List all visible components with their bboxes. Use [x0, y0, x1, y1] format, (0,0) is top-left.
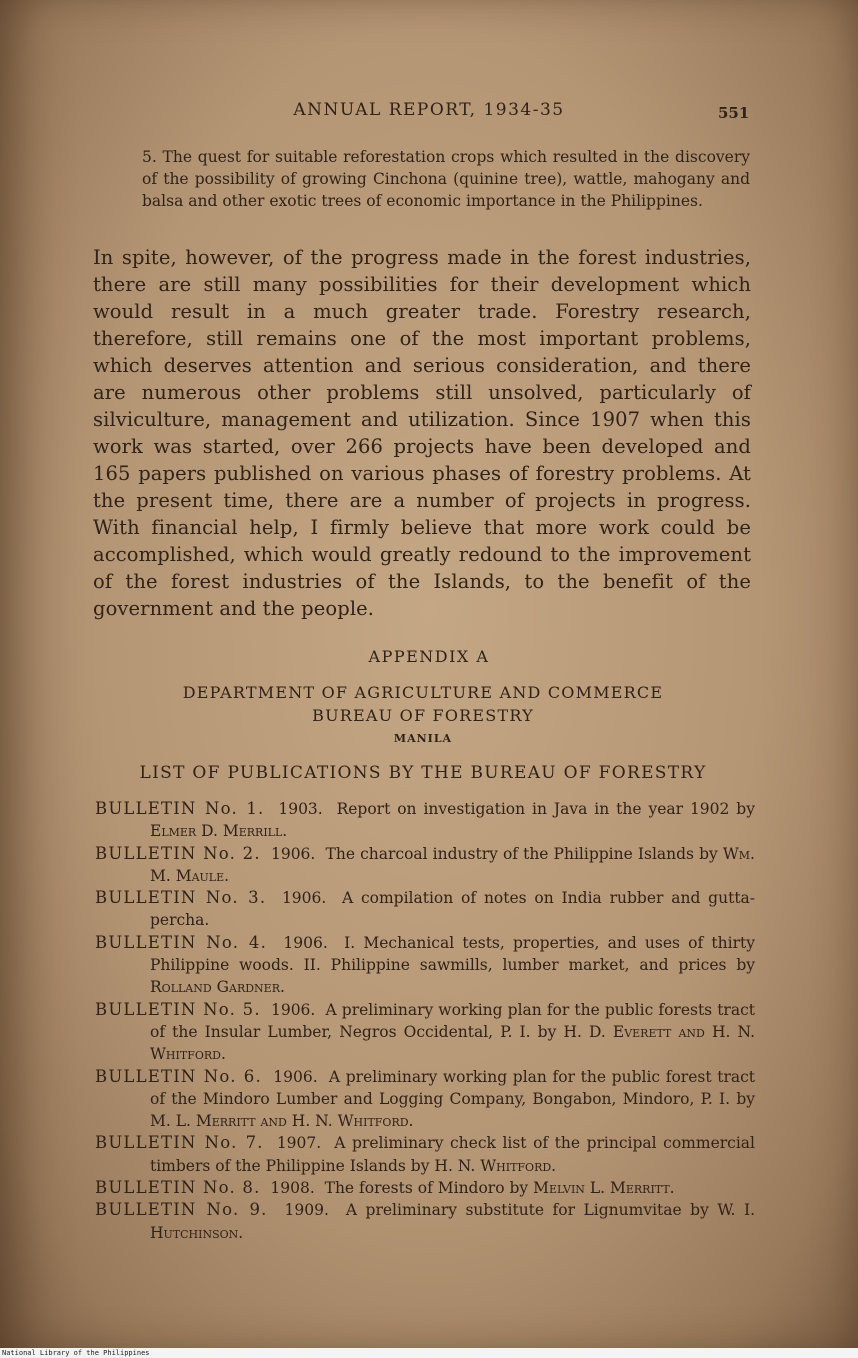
bulletin-text: The forests of Mindoro by: [324, 1179, 529, 1198]
bulletin-year: 1906.: [273, 1067, 318, 1086]
bulletin-label: BULLETIN No. 3.: [95, 888, 267, 908]
list-item-5: 5. The quest for suitable reforestation crops which resulted in the discovery of the possibility of growing Cinchona (quinine tree), wattle, mahogany and balsa and other exotic trees of economic importance in the Philippines.: [142, 148, 750, 210]
bulletin-year: 1906.: [270, 1000, 316, 1019]
bulletin-year: 1907.: [276, 1134, 322, 1153]
bulletin-year: 1906.: [270, 844, 316, 863]
bulletin-label: BULLETIN No. 6.: [95, 1066, 262, 1086]
bulletin-author: H. N. Whitford.: [434, 1156, 557, 1175]
bulletin-entry: [95, 932, 755, 999]
bulletin-text: A preliminary check list of the principal commercial timbers of the Philippine Islands by: [150, 1134, 755, 1175]
bulletin-text: Report on investigation in Java in the year 1902 by: [336, 800, 755, 818]
bulletin-entry: [95, 999, 755, 1066]
bulletin-text: The charcoal industry of the Philippine Islands by: [325, 844, 718, 863]
bulletin-label: BULLETIN No. 8.: [95, 1178, 261, 1198]
bulletin-text: A preliminary substitute for Lignumvitae by: [345, 1201, 709, 1220]
library-watermark: National Library of the Philippines: [2, 1349, 150, 1357]
bulletin-year: 1908.: [270, 1179, 315, 1198]
bulletin-text: A preliminary working plan for the public forest tract of the Mindoro Lumber and Logging Company, Bongabon, Mindoro, P. I. by: [150, 1067, 756, 1108]
running-header-title: ANNUAL REPORT, 1934-35: [293, 100, 565, 120]
bulletin-text: A preliminary working plan for the public forests tract of the Insular Lumber, Negros Occidental, P. I. by: [150, 1000, 755, 1041]
bulletin-year: 1903.: [278, 800, 323, 818]
body-paragraph: In spite, however, of the progress made in the forest industries, there are still many possibilities for their development which would result in a much greater trade. Forestry research, therefore, still remains one of the most important problems, which deserves attention and serious consideration, and there are numerous other problems still unsolved, particularly of silviculture, management and utilization. Since 1907 when this work was started, over 266 projects have been developed and 165 papers published on various phases of forestry problems. At the present time, there are a number of projects in progress. With financial help, I firmly believe that more work could be accomplished, which would greatly redound to the improvement of the forest industries of the Islands, to the benefit of the government and the people.: [93, 246, 751, 620]
bulletin-label: BULLETIN No. 9.: [95, 1200, 268, 1220]
bulletin-entry: [95, 1199, 755, 1244]
appendix-heading: APPENDIX A: [368, 647, 490, 666]
department-heading: DEPARTMENT OF AGRICULTURE AND COMMERCE: [182, 683, 664, 702]
bulletin-text: I. Mechanical tests, properties, and uses of thirty Philippine woods. II. Philippine sawmills, lumber market, and prices by: [150, 933, 755, 975]
bulletin-label: BULLETIN No. 1.: [95, 799, 265, 818]
bulletin-entry: [95, 1177, 755, 1199]
publications-list-title: LIST OF PUBLICATIONS BY THE BUREAU OF FORESTRY: [139, 763, 707, 783]
bulletin-label: BULLETIN No. 4.: [95, 932, 268, 952]
city-heading: MANILA: [393, 732, 453, 745]
bulletin-author: Melvin L. Merritt.: [533, 1179, 675, 1198]
bulletin-author: H. D. Everett and H. N. Whitford.: [150, 1022, 755, 1064]
bulletin-author: Wm. M. Maule.: [150, 844, 755, 885]
bulletin-author: Rolland Gardner.: [150, 978, 285, 997]
bulletin-label: BULLETIN No. 5.: [95, 999, 261, 1019]
bulletin-author: Elmer D. Merrill.: [150, 822, 288, 841]
bulletin-author: M. L. Merritt and H. N. Whitford.: [150, 1112, 414, 1131]
bulletin-entry: [95, 887, 755, 932]
page-number: 551: [718, 104, 750, 122]
bulletin-year: 1909.: [284, 1201, 329, 1220]
bulletin-entry: [95, 798, 755, 843]
bulletin-list: [95, 798, 755, 1244]
bulletin-author: W. I. Hutchinson.: [150, 1201, 755, 1242]
bulletin-entry: [95, 1132, 755, 1177]
bulletin-year: 1906.: [281, 889, 327, 908]
bulletin-text: A compilation of notes on India rubber and gutta-percha.: [150, 889, 756, 930]
bulletin-label: BULLETIN No. 7.: [95, 1133, 264, 1153]
bulletin-entry: [95, 843, 755, 888]
bulletin-label: BULLETIN No. 2.: [95, 843, 261, 863]
bureau-heading: BUREAU OF FORESTRY: [312, 706, 534, 725]
bulletin-entry: [95, 1066, 755, 1133]
bulletin-year: 1906.: [283, 933, 328, 952]
